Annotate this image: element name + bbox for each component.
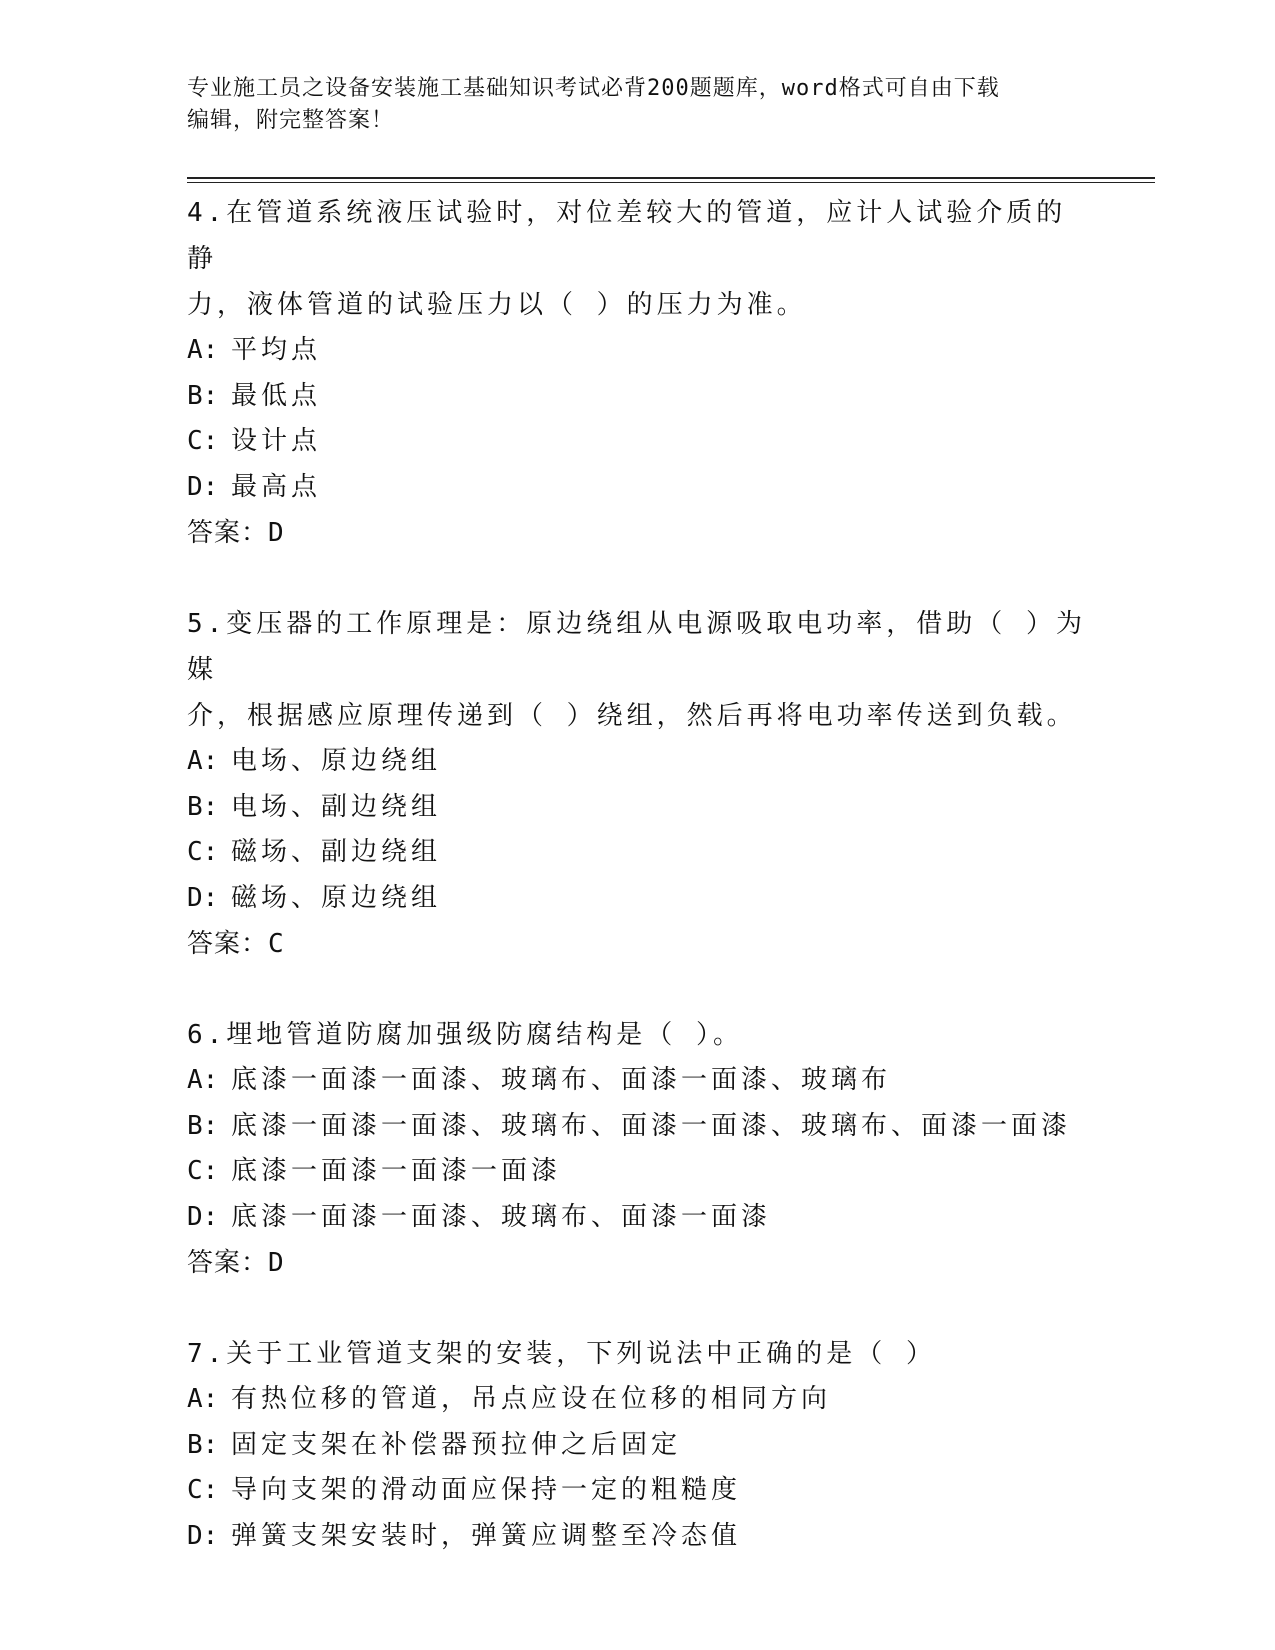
question-7 [187,1331,1087,1559]
option-key: B: [187,380,219,411]
option-text: 磁场、原边绕组 [231,882,442,913]
question-4 [187,190,1087,556]
question-stem-line: 介，根据感应原理传递到（ ）绕组，然后再将电功率传送到负载。 [187,701,1077,731]
question-6 [187,1012,1087,1286]
option-a [187,1058,1087,1104]
option-a [187,739,1087,785]
option-key: B: [187,791,219,822]
option-key: D: [187,882,219,913]
option-text: 磁场、副边绕组 [231,837,442,867]
option-text: 设计点 [231,426,322,456]
question-stem-line: 4.在管道系统液压试验时，对位差较大的管道，应计人试验介质的静 [187,198,1067,274]
option-key: C: [187,837,219,867]
option-d [187,1514,1087,1560]
option-c [187,419,1087,465]
question-spacer [187,1286,1087,1331]
question-stem-line: 6.埋地管道防腐加强级防腐结构是（ ）。 [187,1020,743,1050]
question-5 [187,601,1087,967]
answer-line: 答案：D [187,518,285,548]
option-c [187,830,1087,876]
header-line-2: 编辑，附完整答案！ [187,108,395,133]
question-spacer [187,556,1087,601]
option-b [187,374,1087,420]
option-key: C: [187,426,219,456]
option-key: B: [187,1429,219,1460]
header-divider-thick [187,177,1155,179]
header-divider-thin [187,182,1155,183]
option-text: 导向支架的滑动面应保持一定的粗糙度 [231,1475,742,1505]
document-header [187,73,1067,137]
option-key: C: [187,1475,219,1505]
option-b [187,1423,1087,1469]
option-text: 平均点 [231,335,322,365]
option-key: A: [187,1065,219,1095]
question-list [187,190,1087,1559]
option-text: 固定支架在补偿器预拉伸之后固定 [231,1429,682,1460]
option-key: A: [187,335,219,365]
option-text: 最高点 [231,471,322,502]
option-key: D: [187,1520,219,1551]
option-d [187,1195,1087,1241]
option-text: 电场、原边绕组 [231,746,442,776]
option-text: 有热位移的管道，吊点应设在位移的相同方向 [231,1384,832,1414]
option-d [187,876,1087,922]
question-spacer [187,967,1087,1012]
header-line-1: 专业施工员之设备安装施工基础知识考试必背200题题库，word格式可自由下载 [187,76,1000,101]
option-key: B: [187,1110,219,1141]
option-text: 底漆一面漆一面漆一面漆 [231,1156,562,1186]
option-key: A: [187,746,219,776]
option-text: 底漆一面漆一面漆、玻璃布、面漆一面漆、玻璃布、面漆一面漆 [231,1110,1072,1141]
option-b [187,1104,1087,1150]
option-b [187,785,1087,831]
option-c [187,1149,1087,1195]
option-a [187,328,1087,374]
question-stem-line: 7.关于工业管道支架的安装，下列说法中正确的是（ ） [187,1339,936,1369]
answer-line: 答案：D [187,1248,285,1278]
option-text: 最低点 [231,380,322,411]
option-key: C: [187,1156,219,1186]
answer-line: 答案：C [187,929,285,959]
option-c [187,1468,1087,1514]
option-key: D: [187,471,219,502]
option-text: 底漆一面漆一面漆、玻璃布、面漆一面漆 [231,1201,772,1232]
option-key: D: [187,1201,219,1232]
question-stem-line: 力，液体管道的试验压力以（ ）的压力为准。 [187,290,807,320]
question-stem-line: 5.变压器的工作原理是：原边绕组从电源吸取电功率，借助（ ）为媒 [187,609,1086,685]
option-a [187,1377,1087,1423]
option-key: A: [187,1384,219,1414]
option-d [187,465,1087,511]
option-text: 电场、副边绕组 [231,791,442,822]
option-text: 弹簧支架安装时，弹簧应调整至冷态值 [231,1520,742,1551]
option-text: 底漆一面漆一面漆、玻璃布、面漆一面漆、玻璃布 [231,1065,892,1095]
